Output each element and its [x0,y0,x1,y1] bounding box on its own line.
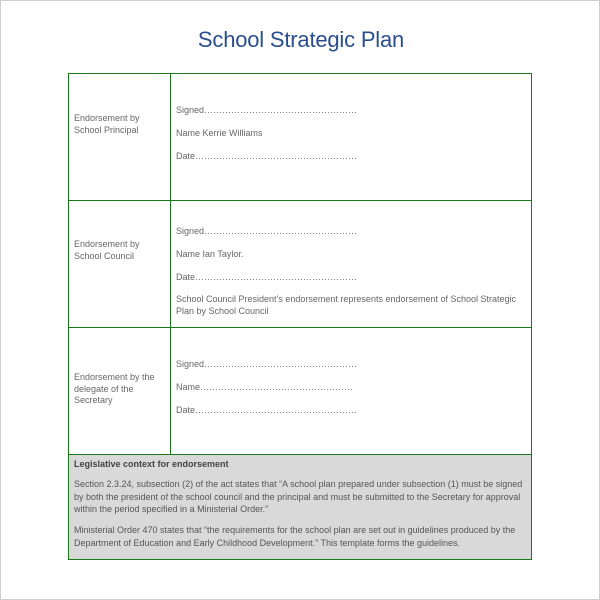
legislative-context [69,455,531,559]
name-field[interactable]: Name Kerrie Williams [176,128,263,138]
signature-fields [176,201,525,327]
date-field[interactable]: Date……………………………………………… [176,405,358,415]
signed-field[interactable]: Signed…………………………………………… [176,226,358,236]
legislative-heading: Legislative context for endorsement [74,459,229,469]
row-label: Endorsement by School Council [69,201,171,327]
signature-fields [176,74,525,200]
council-note: School Council President’s endorsement represents endorsement of School Strategic Plan by School Council [176,294,517,316]
secretary-endorsement-row [69,328,531,455]
row-label: Endorsement by the delegate of the Secretary [69,328,171,454]
legislative-paragraph-2: Ministerial Order 470 states that “the requirements for the school plan are set out in guidelines produced by the Department of Education and Early Childhood Development.” This template forms the guidelines. [74,525,516,548]
name-field[interactable]: Name…………………………………………… [176,382,354,392]
signed-field[interactable]: Signed…………………………………………… [176,359,358,369]
page-title: School Strategic Plan [197,27,405,52]
council-endorsement-row [69,201,531,328]
name-field[interactable]: Name Ian Taylor. [176,249,244,259]
legislative-paragraph-1: Section 2.3.24, subsection (2) of the act states that “A school plan prepared under subsection (1) must be signed by both the president of the school council and the principal and must be submitted to the Secretary for approval within the period specified in a Ministerial Order.” [74,479,523,514]
principal-endorsement-row [69,74,531,201]
signature-fields [176,328,525,454]
date-field[interactable]: Date……………………………………………… [176,272,358,282]
endorsement-table [68,73,532,560]
signed-field[interactable]: Signed…………………………………………… [176,105,358,115]
row-label: Endorsement by School Principal [69,74,171,200]
date-field[interactable]: Date……………………………………………… [176,151,358,161]
